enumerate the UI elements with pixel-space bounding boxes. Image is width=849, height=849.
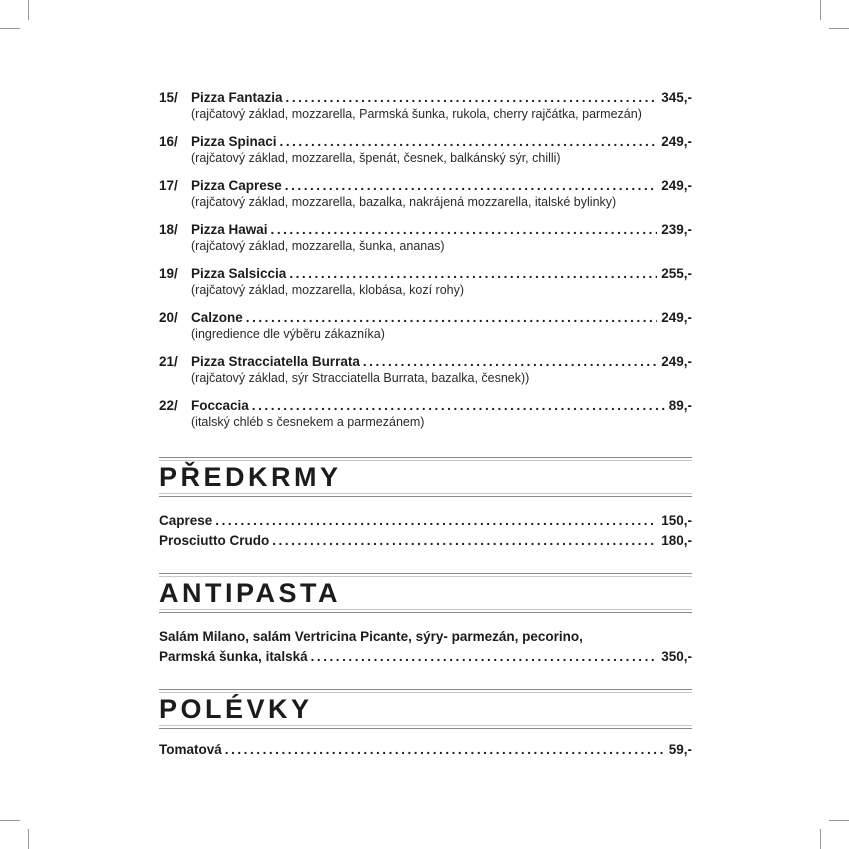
item-description: (rajčatový základ, sýr Stracciatella Burrata, bazalka, česnek)) xyxy=(191,371,530,385)
dot-leader xyxy=(286,89,658,106)
pizza-list xyxy=(159,89,692,441)
item-name: Prosciutto Crudo xyxy=(159,533,270,548)
item-list xyxy=(159,627,692,667)
crop-mark xyxy=(829,820,849,821)
crop-mark xyxy=(829,28,849,29)
item-name: Foccacia xyxy=(191,398,249,413)
menu-item xyxy=(159,177,692,221)
menu-item xyxy=(159,133,692,177)
crop-mark xyxy=(28,0,29,20)
item-number: 20/ xyxy=(159,310,178,325)
item-price: 150,- xyxy=(661,513,692,528)
item-price: 255,- xyxy=(661,266,692,281)
dot-leader xyxy=(215,511,657,531)
item-name: Pizza Salsiccia xyxy=(191,266,287,281)
item-number: 17/ xyxy=(159,178,178,193)
item-name: Salám Milano, salám Vertricina Picante, sýry- parmezán, pecorino, xyxy=(159,629,583,644)
item-number: 16/ xyxy=(159,134,178,149)
crop-mark xyxy=(0,28,20,29)
item-price: 239,- xyxy=(661,222,692,237)
section-header xyxy=(159,573,692,613)
item-description: (rajčatový základ, mozzarella, bazalka, nakrájená mozzarella, italské bylinky) xyxy=(191,195,617,209)
section-title: ANTIPASTA xyxy=(159,578,341,608)
item-number: 19/ xyxy=(159,266,178,281)
menu-item xyxy=(159,265,692,309)
item-price: 249,- xyxy=(661,178,692,193)
item-price: 350,- xyxy=(661,649,692,664)
crop-mark xyxy=(0,820,20,821)
dot-leader xyxy=(252,397,665,414)
section-polevky xyxy=(159,689,692,760)
dot-leader xyxy=(271,221,658,238)
item-description: (rajčatový základ, mozzarella, špenát, česnek, balkánský sýr, chilli) xyxy=(191,151,561,165)
dot-leader xyxy=(285,177,657,194)
dot-leader xyxy=(225,740,665,760)
item-description: (rajčatový základ, mozzarella, šunka, ananas) xyxy=(191,239,445,253)
item-name: Tomatová xyxy=(159,742,222,757)
item-price: 249,- xyxy=(661,354,692,369)
item-description: (rajčatový základ, mozzarella, klobása, kozí rohy) xyxy=(191,283,465,297)
item-price: 59,- xyxy=(668,742,692,757)
section-antipasta xyxy=(159,573,692,667)
item-name-continued: Parmská šunka, italská xyxy=(159,649,308,664)
dot-leader xyxy=(246,309,657,326)
item-name: Caprese xyxy=(159,513,213,528)
item-number: 18/ xyxy=(159,222,178,237)
crop-mark xyxy=(820,0,821,20)
section-header xyxy=(159,457,692,497)
menu-item xyxy=(159,740,692,760)
item-number: 22/ xyxy=(159,398,178,413)
section-header xyxy=(159,689,692,729)
menu-item xyxy=(159,353,692,397)
item-price: 249,- xyxy=(661,310,692,325)
item-number: 15/ xyxy=(159,90,178,105)
item-name: Calzone xyxy=(191,310,243,325)
menu-item xyxy=(159,89,692,133)
menu-item xyxy=(159,221,692,265)
dot-leader xyxy=(289,265,657,282)
menu-item xyxy=(159,309,692,353)
item-name: Pizza Spinaci xyxy=(191,134,277,149)
menu-page xyxy=(159,89,692,760)
item-number: 21/ xyxy=(159,354,178,369)
item-description: (ingredience dle výběru zákazníka) xyxy=(191,327,385,341)
section-title: POLÉVKY xyxy=(159,694,313,724)
item-name: Pizza Stracciatella Burrata xyxy=(191,354,360,369)
item-price: 180,- xyxy=(661,533,692,548)
dot-leader xyxy=(280,133,658,150)
crop-mark xyxy=(820,829,821,849)
item-price: 345,- xyxy=(661,90,692,105)
menu-item xyxy=(159,511,692,531)
item-price: 249,- xyxy=(661,134,692,149)
menu-item xyxy=(159,647,692,667)
item-name: Pizza Hawai xyxy=(191,222,268,237)
item-list xyxy=(159,511,692,551)
item-name: Pizza Caprese xyxy=(191,178,282,193)
item-description: (italský chléb s česnekem a parmezánem) xyxy=(191,415,425,429)
dot-leader xyxy=(311,647,658,667)
section-predkrmy xyxy=(159,457,692,551)
section-title: PŘEDKRMY xyxy=(159,462,342,492)
item-price: 89,- xyxy=(668,398,692,413)
item-name: Pizza Fantazia xyxy=(191,90,283,105)
menu-item xyxy=(159,531,692,551)
item-list xyxy=(159,740,692,760)
dot-leader xyxy=(363,353,657,370)
menu-item xyxy=(159,397,692,441)
dot-leader xyxy=(272,531,657,551)
item-description: (rajčatový základ, mozzarella, Parmská šunka, rukola, cherry rajčátka, parmezán) xyxy=(191,107,642,121)
crop-mark xyxy=(28,829,29,849)
